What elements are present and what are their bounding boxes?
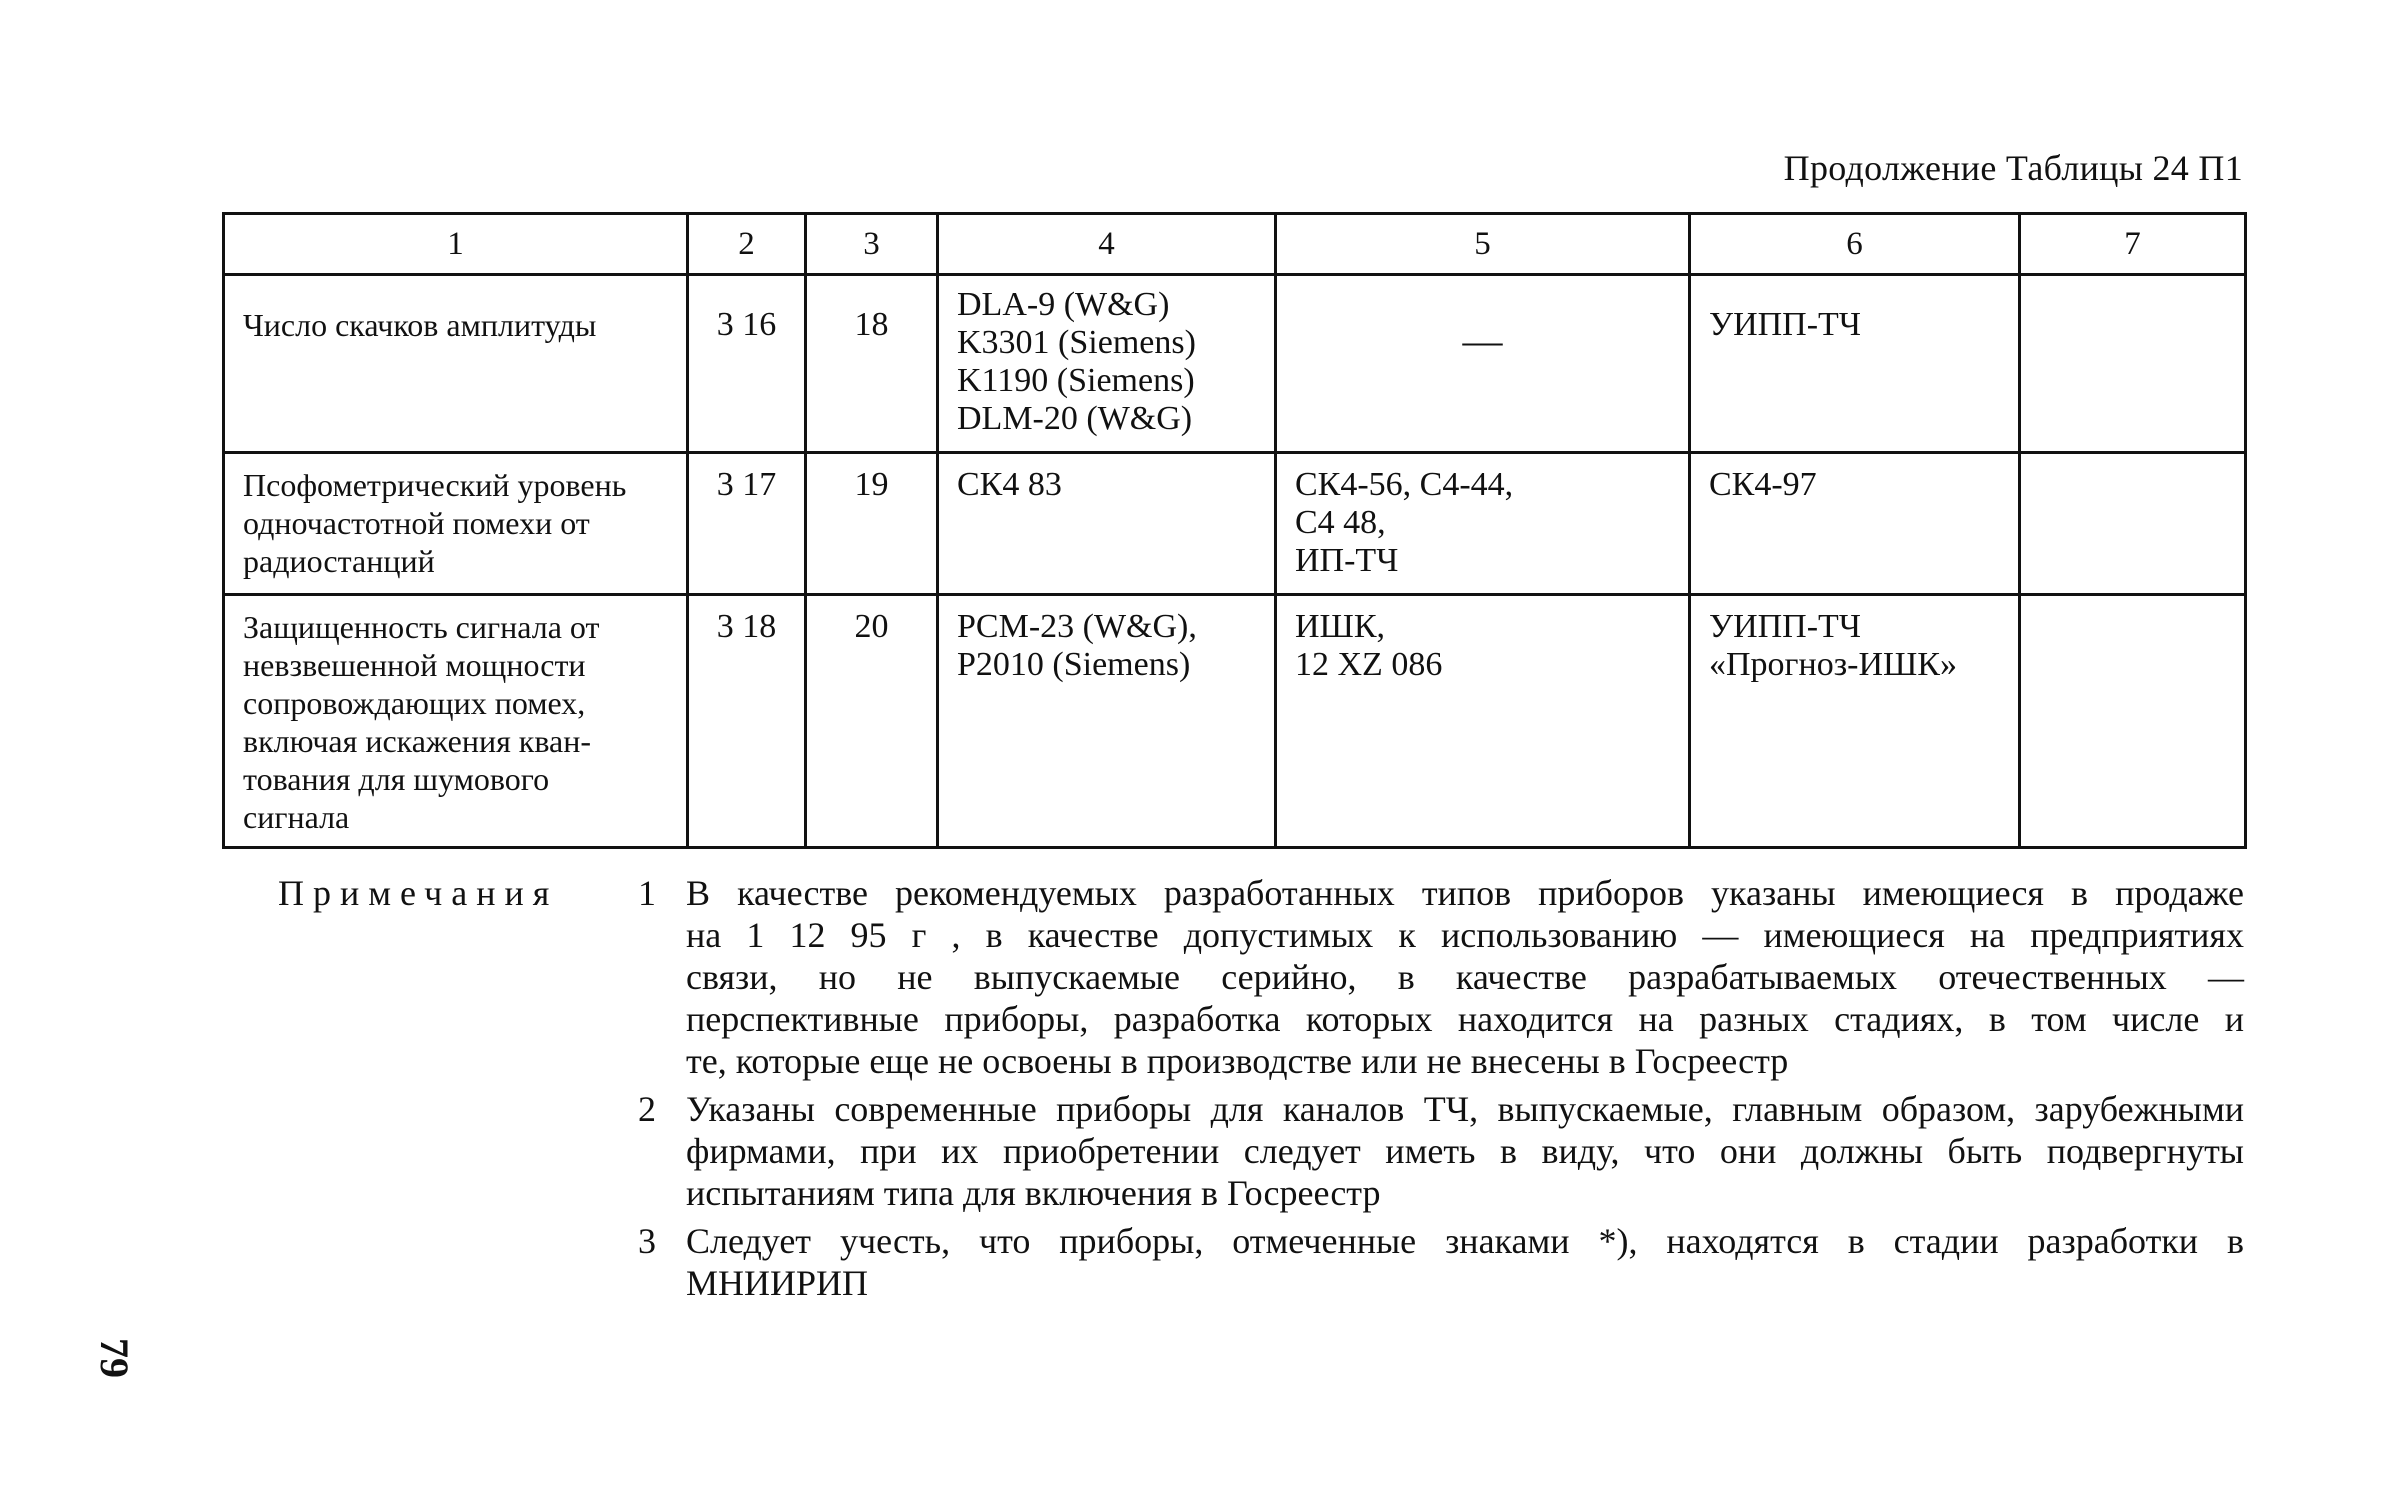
instrument-line: С4 48, bbox=[1295, 504, 1386, 541]
instrument-line: 12 XZ 086 bbox=[1295, 646, 1443, 683]
header-col-7: 7 bbox=[2020, 214, 2246, 275]
parameter-cell bbox=[224, 595, 688, 848]
instrument-line: P2010 (Siemens) bbox=[957, 646, 1191, 683]
instrument-line: K1190 (Siemens) bbox=[957, 362, 1195, 399]
note-line: В качестве рекомендуемых разработанных типов приборов указаны имеющиеся в продаже bbox=[686, 873, 2244, 913]
permitted-instruments-cell bbox=[1276, 453, 1690, 595]
note-line: Следует учесть, что приборы, отмеченные знаками *), находятся в стадии разработки в bbox=[686, 1221, 2244, 1261]
appendix-cell: 19 bbox=[806, 453, 938, 595]
instrument-line: ИШК, bbox=[1295, 608, 1386, 645]
note-line: связи, но не выпускаемые серийно, в качестве разрабатываемых отечественных — bbox=[686, 957, 2244, 997]
note-item bbox=[638, 1220, 2244, 1304]
table-row bbox=[224, 595, 2246, 848]
parameter-line: тования для шумового bbox=[243, 761, 550, 797]
instrument-line: DLM-20 (W&G) bbox=[957, 400, 1193, 437]
developed-instruments-cell bbox=[1690, 453, 2020, 595]
table-row bbox=[224, 453, 2246, 595]
header-col-5: 5 bbox=[1276, 214, 1690, 275]
parameter-line: сопровождающих помех, bbox=[243, 685, 586, 721]
note-line: фирмами, при их приобретении следует иметь в виду, что они должны быть подвергнуты bbox=[686, 1131, 2244, 1171]
recommended-instruments-cell bbox=[938, 275, 1276, 453]
parameter-line: Число скачков амплитуды bbox=[243, 307, 597, 343]
note-line: испытаниям типа для включения в Госреестр bbox=[686, 1173, 1381, 1213]
table-row bbox=[224, 275, 2246, 453]
instrument-line: УИПП-ТЧ bbox=[1709, 608, 1861, 645]
note-line: на 1 12 95 г , в качестве допустимых к использованию — имеющиеся на предприятиях bbox=[686, 915, 2244, 955]
note-line: перспективные приборы, разработка которых находится на разных стадиях, в том числе и bbox=[686, 999, 2244, 1039]
note-item bbox=[638, 1088, 2244, 1214]
permitted-instruments-cell bbox=[1276, 595, 1690, 848]
clause-cell: 3 18 bbox=[688, 595, 806, 848]
instrument-line: PCM-23 (W&G), bbox=[957, 608, 1197, 645]
note-line: МНИИРИП bbox=[686, 1263, 869, 1303]
note-number: 2 bbox=[638, 1089, 656, 1129]
page-number: 79 bbox=[92, 1338, 137, 1378]
appendix-cell: 18 bbox=[806, 275, 938, 453]
empty-cell bbox=[2020, 275, 2246, 453]
header-col-1: 1 bbox=[224, 214, 688, 275]
developed-instruments-cell bbox=[1690, 275, 2020, 453]
instrument-line: СК4 83 bbox=[957, 466, 1062, 503]
empty-cell bbox=[2020, 453, 2246, 595]
instruments-table bbox=[222, 212, 2247, 849]
header-col-3: 3 bbox=[806, 214, 938, 275]
note-line: те, которые еще не освоены в производстве или не внесены в Госреестр bbox=[686, 1041, 1789, 1081]
note-item bbox=[638, 872, 2244, 1082]
clause-cell: 3 16 bbox=[688, 275, 806, 453]
notes-heading: Примечания bbox=[278, 873, 559, 913]
instrument-line: K3301 (Siemens) bbox=[957, 324, 1196, 361]
note-line: Указаны современные приборы для каналов ТЧ, выпускаемые, главным образом, зарубежными bbox=[686, 1089, 2244, 1129]
parameter-line: одночастотной помехи от bbox=[243, 505, 590, 541]
recommended-instruments-cell bbox=[938, 453, 1276, 595]
parameter-cell bbox=[224, 275, 688, 453]
header-col-2: 2 bbox=[688, 214, 806, 275]
empty-cell bbox=[2020, 595, 2246, 848]
header-col-6: 6 bbox=[1690, 214, 2020, 275]
instrument-line: ИП-ТЧ bbox=[1295, 542, 1399, 579]
parameter-line: включая искажения кван- bbox=[243, 723, 591, 759]
note-number: 1 bbox=[638, 873, 656, 913]
developed-instruments-cell bbox=[1690, 595, 2020, 848]
table-caption: Продолжение Таблицы 24 П1 bbox=[1783, 148, 2243, 188]
instrument-line: СК4-97 bbox=[1709, 466, 1817, 503]
instrument-line: «Прогноз-ИШК» bbox=[1709, 646, 1957, 683]
instrument-line: СК4-56, С4-44, bbox=[1295, 466, 1514, 503]
clause-cell: 3 17 bbox=[688, 453, 806, 595]
parameter-cell bbox=[224, 453, 688, 595]
parameter-line: невзвешенной мощности bbox=[243, 647, 586, 683]
note-number: 3 bbox=[638, 1221, 656, 1261]
permitted-instruments-cell bbox=[1276, 275, 1690, 453]
instrument-line: УИПП-ТЧ bbox=[1709, 306, 1861, 343]
appendix-cell: 20 bbox=[806, 595, 938, 848]
recommended-instruments-cell bbox=[938, 595, 1276, 848]
parameter-line: сигнала bbox=[243, 799, 350, 835]
parameter-line: Защищенность сигнала от bbox=[243, 609, 600, 645]
instrument-line: DLA-9 (W&G) bbox=[957, 286, 1170, 323]
header-col-4: 4 bbox=[938, 214, 1276, 275]
parameter-line: Псофометрический уровень bbox=[243, 467, 627, 503]
parameter-line: радиостанций bbox=[243, 543, 435, 579]
header-row bbox=[224, 214, 2246, 275]
dash-mark: — bbox=[1462, 318, 1503, 363]
